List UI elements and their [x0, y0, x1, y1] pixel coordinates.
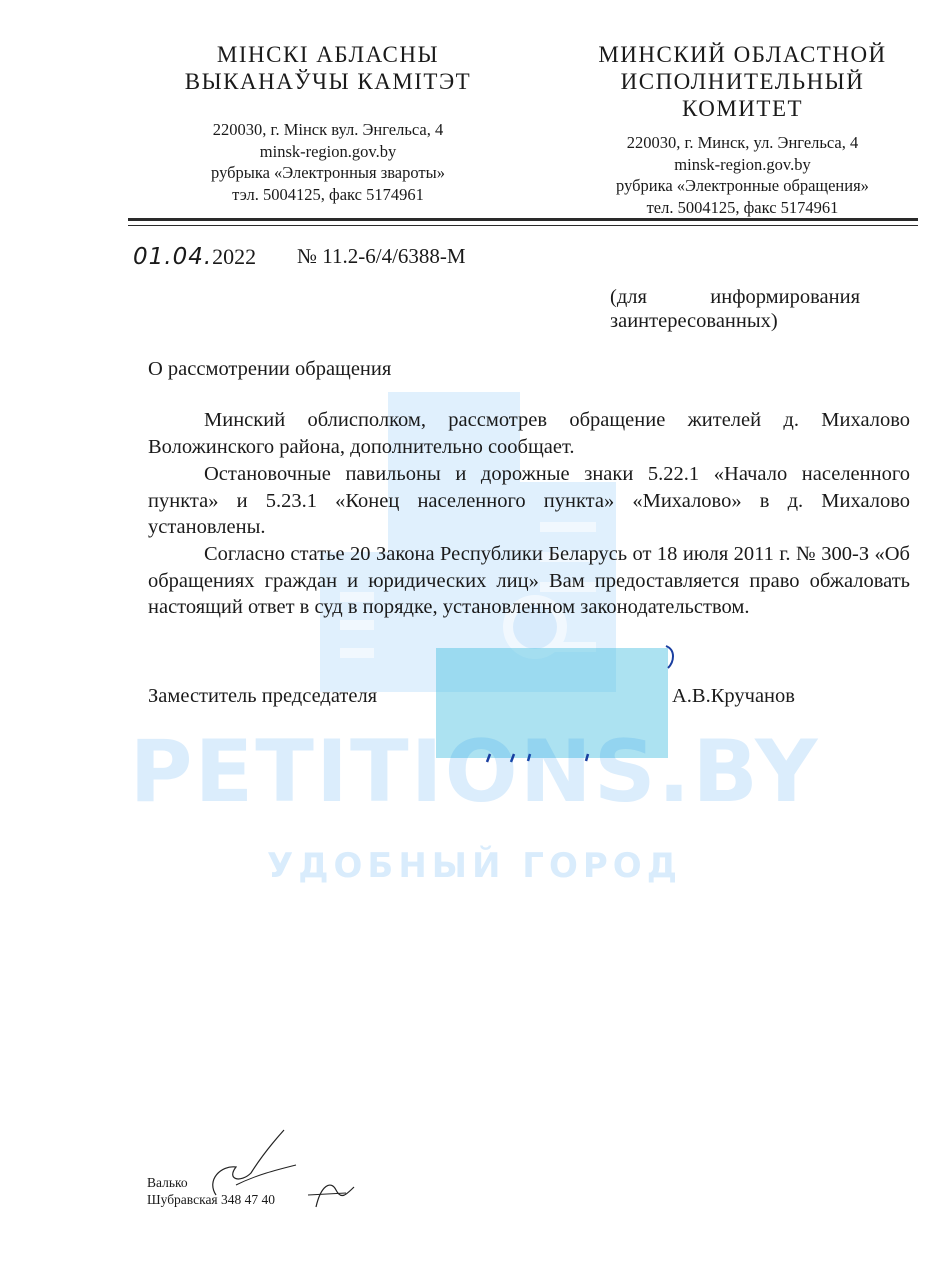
addressee: (для информирования заинтересованных) — [610, 286, 860, 332]
signatory-title: Заместитель председателя — [148, 685, 378, 707]
org-contacts-ru — [570, 132, 915, 218]
body-paragraph: Согласно статье 20 Закона Республики Беларусь от 18 июля 2011 г. № 300-З «Об обращениях граждан и юридических лиц» Вам предоставляется право обжаловать настоящий ответ в суд в порядке, установленном законодательством. — [148, 543, 910, 618]
header-rule-thin — [128, 225, 918, 226]
header-rule-thick — [128, 218, 918, 221]
executor-name: Валько — [147, 1175, 188, 1190]
body-paragraph: Остановочные павильоны и дорожные знаки 5.22.1 «Начало населенного пункта» и 5.23.1 «Конец населенного пункта» «Михалово» в д. Михалово установлены. — [148, 463, 910, 538]
header-russian — [570, 41, 915, 218]
executor-contact: Шубравская 348 47 40 — [147, 1192, 276, 1207]
watermark-subtext: УДОБНЫЙ ГОРОД — [267, 846, 682, 886]
org-name-by: МІНСКІ АБЛАСНЫ ВЫКАНАЎЧЫ КАМІТЭТ — [184, 42, 472, 94]
website: minsk-region.gov.by — [674, 154, 811, 174]
header-belarusian — [148, 41, 508, 205]
letter-number: № 11.2-6/4/6388-М — [297, 244, 466, 268]
rubric: рубрыка «Электронныя звароты» — [211, 163, 445, 182]
letter-subject: О рассмотрении обращения — [148, 358, 392, 380]
date-year: 2022 — [212, 244, 257, 269]
footer-executor — [147, 1174, 275, 1208]
watermark-text: PETITIONS.BY — [129, 722, 820, 822]
address: 220030, г. Мінск вул. Энгельса, 4 — [212, 120, 444, 139]
website: minsk-region.gov.by — [259, 141, 397, 161]
rubric: рубрика «Электронные обращения» — [616, 176, 869, 195]
body-paragraph: Минский облисполком, рассмотрев обращение жителей д. Михалово Воложинского района, дополнительно сообщает. — [148, 409, 910, 458]
handwritten-date: 01.04. — [133, 244, 213, 270]
org-name-ru: МИНСКИЙ ОБЛАСТНОЙ ИСПОЛНИТЕЛЬНЫЙ КОМИТЕТ — [598, 42, 887, 121]
signatory-name: А.В.Кручанов — [672, 685, 795, 707]
phone: тел. 5004125, факс 5174961 — [646, 197, 839, 217]
org-contacts-by — [148, 119, 508, 205]
letter-date — [133, 244, 256, 270]
phone: тэл. 5004125, факс 5174961 — [232, 184, 424, 204]
address: 220030, г. Минск, ул. Энгельса, 4 — [626, 133, 859, 152]
